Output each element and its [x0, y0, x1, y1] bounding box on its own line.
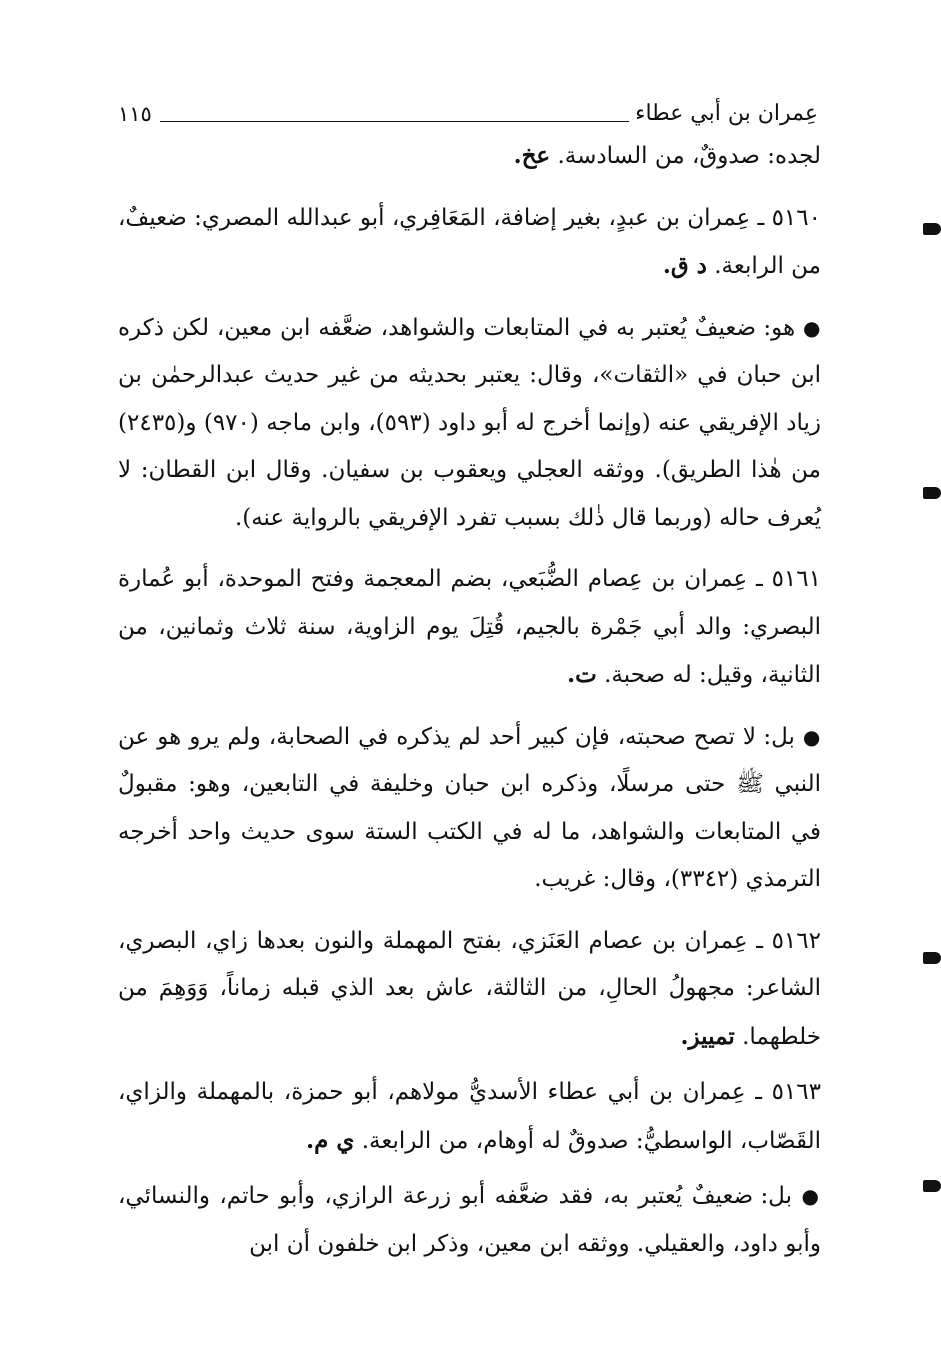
commentary-5161: ● بل: لا تصح صحبته، فإن كبير أحد لم يذكره في الصحابة، ولم يرو هو عن النبي ﷺ حتى مرسلًا، وذكره ابن حبان وخليفة في التابعين، وهو: مقبولٌ في المتابعات والشواهد، ما له في الكتب الستة سوى حديث واحد أخرجه الترمذي (٣٣٤٢)، وقال: غريب. [118, 723, 822, 892]
header-title: عِمران بن أبي عطاء [635, 101, 818, 126]
margin-tab-icon [923, 952, 941, 964]
book-symbols: ي م. [306, 1126, 355, 1154]
running-header [118, 92, 818, 128]
entry-5160: ٥١٦٠ ـ عِمران بن عبدٍ، بغير إضافة، المَعَافِري، أبو عبدالله المصري: ضعيفٌ، من الرابعة. د ق. [118, 204, 821, 279]
body-text [118, 132, 821, 1268]
header-rule [160, 121, 629, 122]
page-number: ١١٥ [118, 102, 152, 126]
bullet-icon: ● [803, 315, 822, 340]
book-symbols: د ق. [662, 252, 707, 279]
book-symbols: تمييز. [680, 1022, 735, 1050]
commentary-5163: ● بل: ضعيفٌ يُعتبر به، فقد ضعَّفه أبو زرعة الرازي، وأبو حاتم، والنسائي، وأبو داود، والعقيلي. ووثقه ابن معين، وذكر ابن خلفون أن ابن [118, 1183, 821, 1257]
margin-tab-icon [923, 1180, 941, 1192]
margin-tab-icon [923, 487, 941, 499]
entry-5163: ٥١٦٣ ـ عِمران بن أبي عطاء الأسديُّ مولاهم، أبو حمزة، بالمهملة والزاي، القَصّاب، الواسطيُّ: صدوقٌ له أوهام، من الرابعة. ي م. [118, 1079, 821, 1154]
book-symbols: ت. [567, 661, 597, 688]
book-symbols: عخ. [513, 142, 551, 169]
commentary-5160: ● هو: ضعيفٌ يُعتبر به في المتابعات والشواهد، ضعَّفه ابن معين، لكن ذكره ابن حبان في «الثقات»، وقال: يعتبر بحديثه من غير حديث عبدالرحمٰن بن زياد الإفريقي عنه (وإنما أخرج له أبو داود (٥٩٣)، وابن ماجه (٩٧٠) و(٢٤٣٥) من هٰذا الطريق). ووثقه العجلي ويعقوب بن سفيان. وقال ابن القطان: لا يُعرف حاله (وربما قال ذٰلك بسبب تفرد الإفريقي بالرواية عنه). [118, 314, 822, 531]
bullet-icon: ● [801, 1184, 821, 1208]
paragraph-continuation: لجده: صدوقٌ، من السادسة. عخ. [513, 142, 821, 169]
bullet-icon: ● [802, 724, 822, 749]
entry-5161: ٥١٦١ ـ عِمران بن عِصام الضُّبَعي، بضم المعجمة وفتح الموحدة، أبو عُمارة البصري: والد أبي جَمْرة بالجيم، قُتِلَ يوم الزاوية، سنة ثلاث وثمانين، من الثانية، وقيل: له صحبة. ت. [118, 566, 821, 688]
entry-5162: ٥١٦٢ ـ عِمران بن عصام العَنَزي، بفتح المهملة والنون بعدها زاي، البصري، الشاعر: مجهولُ الحالِ، من الثالثة، عاش بعد الذي قبله زماناً، وَوَهِمَ من خلطهما. تمييز. [118, 927, 821, 1050]
margin-tab-icon [923, 223, 941, 235]
